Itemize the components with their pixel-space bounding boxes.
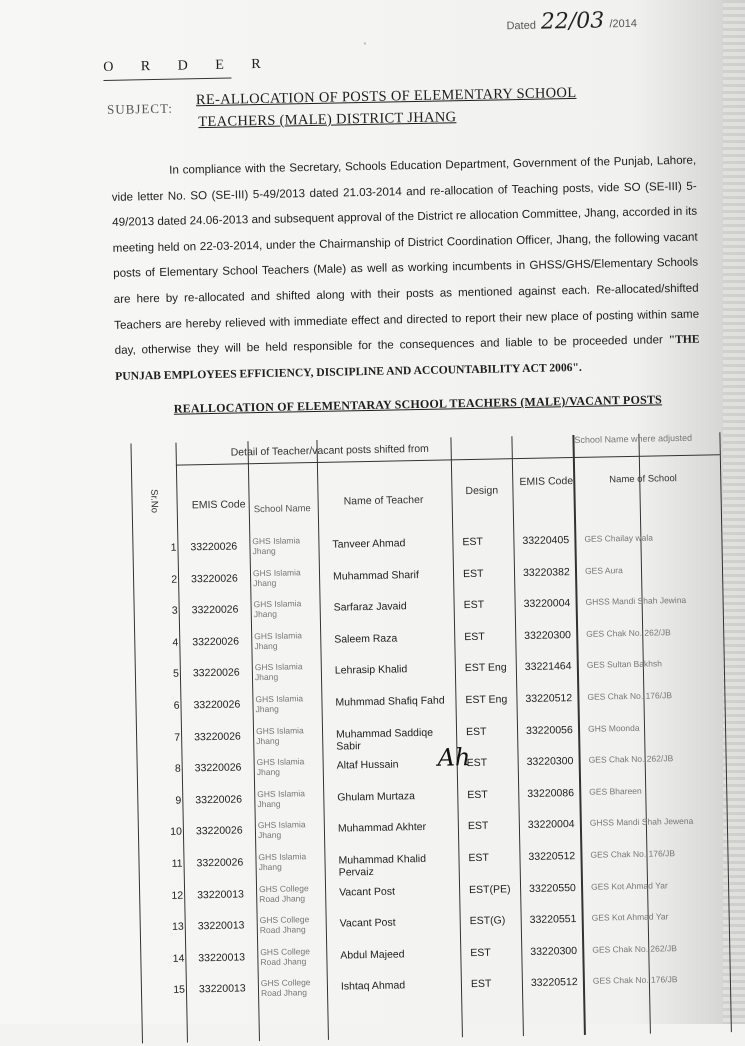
cell-sr: 3 bbox=[171, 604, 178, 617]
cell-emis: 33220013 bbox=[197, 888, 244, 901]
cell-school: GHS Islamia Jhang bbox=[256, 756, 305, 778]
cell-emis2: 33220512 bbox=[525, 692, 573, 706]
cell-emis: 33220026 bbox=[191, 603, 239, 617]
cell-teacher: Vacant Post bbox=[339, 916, 396, 930]
cell-teacher: Ghulam Murtaza bbox=[337, 789, 416, 804]
cell-school: GHS Islamia Jhang bbox=[252, 535, 301, 557]
subject-line-2: TEACHERS (MALE) DISTRICT JHANG bbox=[198, 109, 457, 131]
cell-teacher: Muhammad Sharif bbox=[332, 568, 419, 583]
cell-school2: GES Sultan Bakhsh bbox=[586, 658, 663, 671]
cell-teacher: Abdul Majeed bbox=[340, 948, 405, 962]
cell-design: EST bbox=[467, 820, 489, 833]
cell-teacher: Lehrasip Khalid bbox=[334, 663, 408, 678]
cell-school2: GES Aura bbox=[584, 564, 623, 576]
paragraph-text: In compliance with the Secretary, Schools Education Department, Government of the Punjab, Lahore, vide letter No. SO (SE-III) 5-49/2013 dated 21.03-2014 and re-allocation of Teaching posts, vide SO (SE-III) 5-49/2013 dated 24.06-2013 and subsequent approval of the District re allocation Committee, Jhang, accorded in its meeting held on 22-03-2014, under the Chairmanship of District Coordination Officer, Jhang, the following vacant posts of Elementary School Teachers (Male) as well as working incumbents in GHSS/GHS/Elementary Schools are here by re-allocated and shifted along with their posts as mentioned against each. Re-allocated/shifted Teachers are hereby relieved with immediate effect and directed to report their new place of posting within same day, otherwise they will be held responsible for the consequences and liable to be proceeded under bbox=[111, 153, 700, 357]
dated-year: /2014 bbox=[609, 17, 638, 31]
cell-teacher: Tanveer Ahmad bbox=[332, 537, 406, 551]
cell-emis: 33220026 bbox=[192, 666, 240, 680]
cell-teacher: Muhmmad Shafiq Fahd bbox=[335, 694, 445, 709]
cell-school2: GES Chak No. 176/JB bbox=[587, 690, 673, 702]
cell-emis2: 33220300 bbox=[530, 944, 578, 958]
cell-emis2: 33220056 bbox=[525, 723, 573, 737]
cell-emis: 33220026 bbox=[194, 730, 241, 743]
cell-design: EST(G) bbox=[469, 914, 506, 928]
cell-sr: 10 bbox=[170, 826, 183, 839]
col-header-sr: Sr.No bbox=[148, 489, 160, 514]
cell-teacher: Muhammad Akhter bbox=[337, 821, 427, 836]
cell-sr: 7 bbox=[174, 731, 181, 744]
cell-sr: 4 bbox=[172, 636, 179, 649]
cell-design: EST bbox=[467, 788, 488, 801]
cell-emis2: 33220300 bbox=[526, 755, 574, 769]
cell-school2: GES Bhareen bbox=[589, 785, 642, 797]
reallocation-table bbox=[130, 432, 731, 1043]
cell-emis2: 33220086 bbox=[527, 786, 575, 800]
cell-design: EST bbox=[464, 630, 485, 643]
cell-emis: 33220013 bbox=[198, 951, 246, 965]
cell-teacher: Muhammad Khalid Pervaiz bbox=[338, 852, 427, 879]
cell-design: EST bbox=[468, 851, 490, 865]
cell-emis: 33220013 bbox=[197, 919, 245, 933]
cell-emis2: 33220551 bbox=[529, 913, 577, 927]
cell-design: EST bbox=[470, 978, 492, 991]
group-header-from: Detail of Teacher/vacant posts shifted from bbox=[230, 442, 430, 459]
col-header-design: Design bbox=[465, 484, 499, 498]
cell-teacher: Muhammad Saddiqe Sabir bbox=[335, 726, 434, 753]
cell-emis2: 33220550 bbox=[528, 881, 576, 895]
cell-sr: 12 bbox=[171, 889, 184, 902]
col-header-emis: EMIS Code bbox=[191, 498, 246, 512]
cell-school2: GHS Moonda bbox=[587, 722, 640, 734]
cell-sr: 9 bbox=[175, 794, 182, 807]
cell-sr: 11 bbox=[171, 857, 183, 870]
cell-emis2: 33220004 bbox=[523, 597, 571, 611]
cell-emis2: 33221464 bbox=[524, 660, 572, 674]
cell-design: EST bbox=[463, 598, 485, 612]
col-header-emis2: EMIS Code bbox=[519, 475, 574, 489]
dated-field bbox=[506, 8, 637, 35]
stray-mark: ‘ bbox=[363, 40, 367, 52]
cell-teacher: Saleem Raza bbox=[334, 632, 398, 646]
cell-design: EST Eng bbox=[464, 661, 507, 675]
subject-label: SUBJECT: bbox=[106, 100, 174, 117]
cell-emis: 33220026 bbox=[190, 540, 238, 554]
col-header-school: School Name bbox=[253, 503, 311, 516]
cell-emis2: 33220512 bbox=[528, 850, 576, 863]
cell-school: GHS Islamia Jhang bbox=[257, 819, 306, 841]
cell-design: EST bbox=[466, 756, 488, 770]
cell-school: GHS Islamia Jhang bbox=[258, 851, 307, 873]
order-title: O R D E R bbox=[103, 56, 273, 75]
cell-sr: 14 bbox=[172, 952, 185, 965]
cell-school: GHS College Road Jhang bbox=[260, 977, 311, 999]
cell-emis2: 33220382 bbox=[522, 565, 570, 579]
cell-school2: GES Chak No. 262/JB bbox=[586, 627, 671, 639]
group-header-to: School Name where adjusted bbox=[574, 432, 693, 446]
cell-school: GHS Islamia Jhang bbox=[255, 724, 304, 746]
cell-design: EST Eng bbox=[465, 693, 508, 707]
cell-school2: GES Chailay wala bbox=[584, 532, 653, 544]
cell-school: GHS Islamia Jhang bbox=[253, 598, 302, 620]
cell-school2: GES Kot Ahmad Yar bbox=[590, 879, 668, 892]
table-heading: REALLOCATION OF ELEMENTARAY SCHOOL TEACHERS (MALE)/VACANT POSTS bbox=[173, 392, 663, 416]
col-header-teacher: Name of Teacher bbox=[343, 493, 424, 508]
cell-emis2: 33220300 bbox=[524, 628, 572, 642]
cell-school2: GHSS Mandi Shah Jewina bbox=[585, 595, 687, 608]
cell-school2: GES Kot Ahmad Yar bbox=[591, 911, 669, 923]
cell-school: GHS Islamia Jhang bbox=[254, 630, 303, 651]
cell-sr: 15 bbox=[173, 983, 186, 997]
cell-emis2: 33220405 bbox=[522, 534, 570, 548]
cell-sr: 2 bbox=[171, 573, 178, 586]
cell-design: EST bbox=[462, 535, 483, 549]
cell-school2: GHSS Mandi Shah Jewena bbox=[589, 816, 694, 829]
cell-school: GHS College Road Jhang bbox=[260, 945, 310, 967]
cell-emis2: 33220004 bbox=[527, 818, 575, 832]
col-header-school2: Name of School bbox=[609, 473, 677, 486]
cell-school: GHS College Road Jhang bbox=[259, 914, 310, 936]
table-group-rule bbox=[573, 454, 720, 458]
dated-handwritten: 22/03 bbox=[540, 8, 605, 35]
cell-sr: 5 bbox=[172, 668, 180, 681]
cell-school2: GES Chak No. 262/JB bbox=[592, 942, 677, 955]
subject-line-1: RE-ALLOCATION OF POSTS OF ELEMENTARY SCHOOL bbox=[195, 84, 577, 109]
cell-design: EST bbox=[465, 725, 487, 738]
cell-school: GHS Islamia Jhang bbox=[252, 566, 301, 588]
cell-school: GHS Islamia Jhang bbox=[255, 693, 304, 715]
cell-school: GHS College Road Jhang bbox=[258, 882, 309, 904]
cell-sr: 13 bbox=[171, 920, 184, 934]
cell-emis: 33220026 bbox=[195, 793, 243, 807]
cell-emis: 33220026 bbox=[192, 635, 240, 649]
cell-design: EST bbox=[462, 567, 484, 580]
cell-emis2: 33220512 bbox=[530, 976, 578, 990]
cell-emis: 33220013 bbox=[198, 982, 246, 996]
cell-teacher: Sarfaraz Javaid bbox=[333, 600, 407, 614]
cell-sr: 8 bbox=[174, 762, 181, 775]
order-underline bbox=[103, 78, 231, 81]
cell-design: EST(PE) bbox=[468, 882, 511, 896]
cell-school: GHS Islamia Jhang bbox=[254, 661, 303, 683]
cell-emis: 33220026 bbox=[193, 698, 241, 712]
cell-emis: 33220026 bbox=[196, 856, 244, 870]
cell-sr: 1 bbox=[170, 541, 177, 554]
cell-teacher: Vacant Post bbox=[339, 885, 396, 899]
cell-emis: 33220026 bbox=[195, 824, 243, 838]
handwritten-initials: Ah bbox=[437, 743, 471, 772]
cell-school2: GES Chak No. 262/JB bbox=[588, 753, 674, 765]
cell-design: EST bbox=[470, 946, 491, 959]
cell-school2: GES Chak No. 176/JB bbox=[590, 848, 676, 860]
cell-teacher: Ishtaq Ahmad bbox=[340, 979, 406, 993]
order-paragraph bbox=[111, 148, 700, 390]
cell-sr: 6 bbox=[173, 699, 180, 712]
dated-label: Dated bbox=[506, 19, 537, 33]
cell-emis: 33220026 bbox=[194, 761, 242, 775]
cell-emis: 33220026 bbox=[190, 572, 238, 585]
act-name: "THE PUNJAB EMPLOYEES EFFICIENCY, DISCIPLINE AND ACCOUNTABILITY ACT 2006". bbox=[115, 332, 700, 383]
cell-teacher: Altaf Hussain bbox=[336, 758, 399, 772]
cell-school: GHS Islamia Jhang bbox=[257, 788, 306, 809]
cell-school2: GES Chak No. 176/JB bbox=[592, 974, 678, 987]
